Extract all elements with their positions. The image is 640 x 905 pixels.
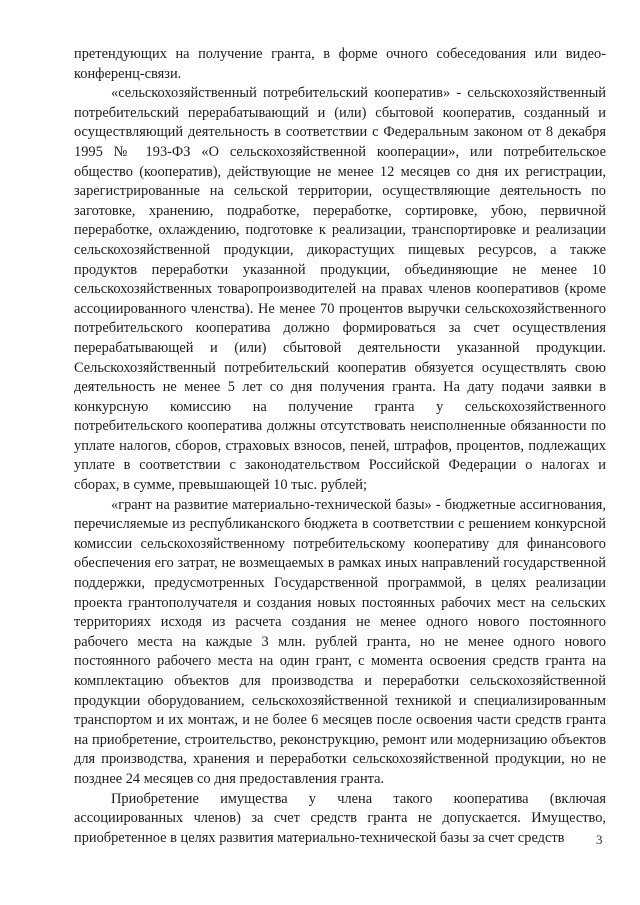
paragraph-grant-definition: «грант на развитие материально-технической базы» - бюджетные ассигнования, перечисляемые из республиканского бюджета в соответствии с решением конкурсной комиссии сельскохозяйственному потребительскому кооперативу для финансового обеспечения его затрат, не возмещаемых в рамках иных направлений государственной поддержки, предусмотренных Государственной программой, в целях реализации проекта грантополучателя и создания новых постоянных рабочих мест на сельских территориях исходя из расчета создания не менее одного нового постоянного рабочего места на каждые 3 млн. рублей гранта, но не менее одного нового постоянного рабочего места на один грант, с момента освоения средств гранта на комплектацию объектов для производства и переработки сельскохозяйственной продукции оборудованием, сельскохозяйственной техникой и специализированным транспортом и их монтаж, и не более 6 месяцев после освоения части средств гранта на приобретение, строительство, реконструкцию, ремонт или модернизацию объектов для производства, хранения и переработки сельскохозяйственной продукции, но не позднее 24 месяцев со дня предоставления гранта. — [74, 496, 606, 787]
paragraph-property-acquisition: Приобретение имущества у члена такого кооператива (включая ассоциированных членов) за счет средств гранта не допускается. Имущество, приобретенное в целях развития материально-технической базы за счет средств — [74, 790, 606, 846]
page-number: 3 — [596, 832, 603, 847]
paragraph-continuation: претендующих на получение гранта, в форме очного собеседования или видео-конференц-связи. — [74, 46, 606, 82]
document-page — [74, 45, 606, 848]
paragraph-cooperative-definition: «сельскохозяйственный потребительский кооператив» - сельскохозяйственный потребительский перерабатывающий и (или) сбытовой кооператив, созданный и осуществляющий деятельность в соответствии с Федеральным законом от 8 декабря 1995 № 193-ФЗ «О сельскохозяйственной кооперации», или потребительское общество (кооператив), действующие не менее 12 месяцев со дня их регистрации, зарегистрированные на сельской территории, осуществляющие деятельность по заготовке, хранению, подработке, переработке, сортировке, убою, первичной переработке, охлаждению, подготовке к реализации, транспортировке и реализации сельскохозяйственной продукции, дикорастущих пищевых ресурсов, а также продуктов переработки указанной продукции, объединяющие не менее 10 сельскохозяйственных товаропроизводителей на правах членов кооперативов (кроме ассоциированного членства). Не менее 70 процентов выручки сельскохозяйственного потребительского кооператива должно формироваться за счет осуществления перерабатывающей и (или) сбытовой деятельности указанной продукции. Сельскохозяйственный потребительский кооператив обязуется осуществлять свою деятельность не менее 5 лет со дня получения гранта. На дату подачи заявки в конкурсную комиссию на получение гранта у сельскохозяйственного потребительского кооператива должны отсутствовать неисполненные обязанности по уплате налогов, сборов, страховых взносов, пеней, штрафов, процентов, подлежащих уплате в соответствии с законодательством Российской Федерации о налогах и сборах, в сумме, превышающей 10 тыс. рублей; — [74, 85, 606, 494]
